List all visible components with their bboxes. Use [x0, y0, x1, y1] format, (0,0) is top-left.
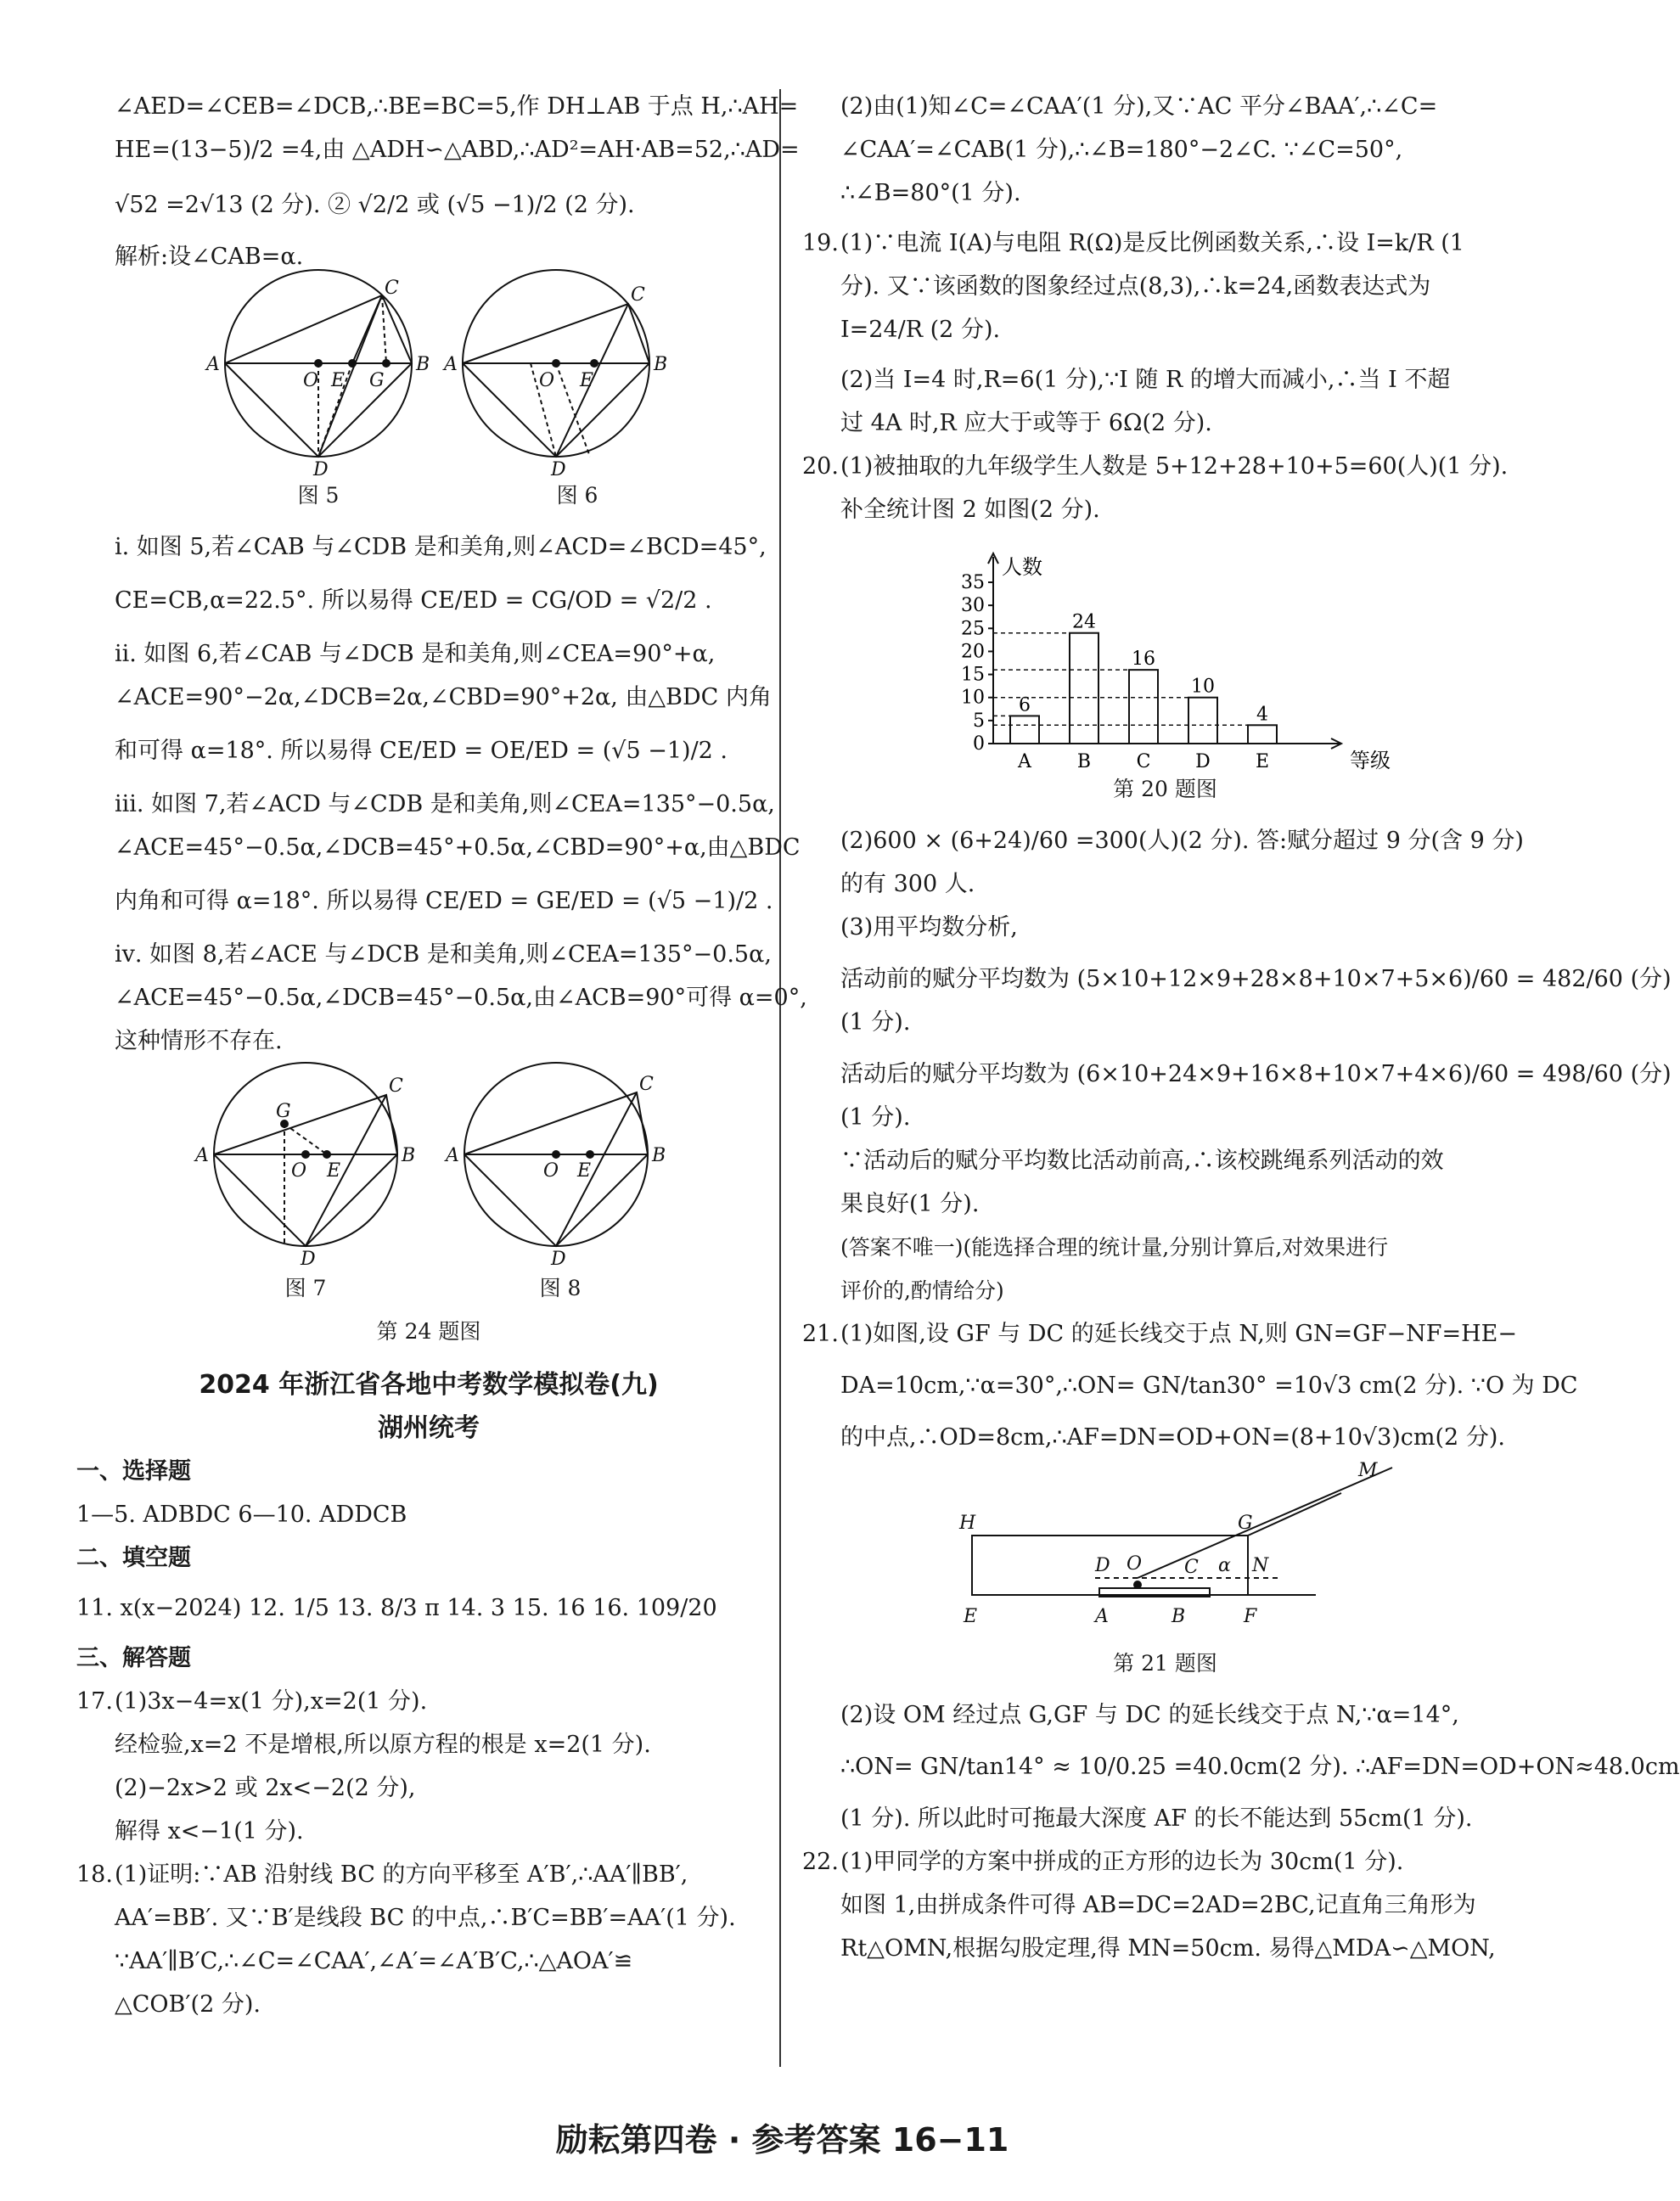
- svg-text:C: C: [1184, 1557, 1199, 1578]
- text-line: I=24/R (2 分).: [840, 317, 1001, 343]
- text-line: (3)用平均数分析,: [840, 914, 1018, 940]
- text-line: (答案不唯一)(能选择合理的统计量,分别计算后,对效果进行: [840, 1235, 1389, 1260]
- left-column: [76, 85, 807, 2026]
- fill-answers: 11. x(x−2024) 12. 1/5 13. 8/3 π 14. 3 15. 16 16. 109/20: [76, 1595, 717, 1621]
- svg-text:A: A: [195, 1145, 209, 1166]
- text-line: 分). 又∵该函数的图象经过点(8,3),∴k=24,函数表达式为: [840, 273, 1431, 300]
- text-line: 活动后的赋分平均数为 (6×10+24×9+16×8+10×7+4×6)/60 = 498/60 (分): [840, 1061, 1672, 1087]
- svg-text:B: B: [402, 1145, 416, 1166]
- exam-subtitle: 湖州统考: [378, 1413, 480, 1443]
- text-line: ∠ACE=90°−2α,∠DCB=2α,∠CBD=90°+2α, 由△BDC 内角: [115, 684, 772, 710]
- text-line: 活动前的赋分平均数为 (5×10+12×9+28×8+10×7+5×6)/60 = 482/60 (分): [840, 966, 1672, 992]
- text-line: 如图 1,由拼成条件可得 AB=DC=2AD=2BC,记直角三角形为: [840, 1892, 1476, 1918]
- figures-7-8: [115, 1063, 743, 1270]
- svg-text:B: B: [416, 354, 430, 375]
- text-line: ⅲ. 如图 7,若∠ACD 与∠CDB 是和美角,则∠CEA=135°−0.5α,: [115, 791, 775, 817]
- text-line: √52 =2√13 (2 分). ② √2/2 或 (√5 −1)/2 (2 分).: [115, 192, 635, 218]
- y-tick-label: 5: [973, 710, 985, 732]
- text-line: ∠ACE=45°−0.5α,∠DCB=45°−0.5α,由∠ACB=90°可得 α=0°,: [115, 985, 807, 1011]
- figure-21-caption: 第 21 题图: [1113, 1651, 1217, 1676]
- text-line: ∵AA′∥B′C,∴∠C=∠CAA′,∠A′=∠A′B′C,∴△AOA′≌: [115, 1948, 633, 1974]
- text-line: 解得 x<−1(1 分).: [115, 1818, 304, 1844]
- svg-text:A: A: [444, 354, 458, 375]
- svg-text:D: D: [313, 459, 329, 480]
- text-line: ∴ON= GN/tan14° ≈ 10/0.25 =40.0cm(2 分). ∴AF=DN=OD+ON≈48.0cm: [840, 1754, 1680, 1780]
- svg-text:O: O: [291, 1160, 307, 1182]
- text-line: ⅳ. 如图 8,若∠ACE 与∠DCB 是和美角,则∠CEA=135°−0.5α,: [115, 941, 772, 968]
- text-line: [76, 1680, 760, 1723]
- svg-text:A: A: [206, 354, 220, 375]
- svg-text:A: A: [446, 1145, 459, 1166]
- category-label: B: [1076, 751, 1092, 772]
- text-line: (2)设 OM 经过点 G,GF 与 DC 的延长线交于点 N,∵α=14°,: [840, 1702, 1459, 1728]
- text-line: (1 分). 所以此时可拖最大深度 AF 的长不能达到 55cm(1 分).: [840, 1805, 1473, 1832]
- q18-line: (1)证明:∵AB 沿射线 BC 的方向平移至 A′B′,∴AA′∥BB′,: [115, 1861, 688, 1888]
- svg-text:C: C: [385, 278, 399, 299]
- text-line: [76, 1853, 760, 1896]
- text-line: (1 分).: [840, 1104, 911, 1131]
- text-line: Rt△OMN,根据勾股定理,得 MN=50cm. 易得△MDA∽△MON,: [840, 1935, 1496, 1962]
- text-line: (2)−2x>2 或 2x<−2(2 分),: [115, 1775, 416, 1801]
- figure-21: [840, 1459, 1490, 1642]
- bar: [1248, 725, 1277, 744]
- text-line: 评价的,酌情给分): [840, 1278, 1004, 1303]
- text-line: CE=CB,α=22.5°. 所以易得 CE/ED = CG/OD = √2/2 .: [115, 587, 712, 614]
- svg-text:B: B: [652, 1145, 666, 1166]
- text-line: (2)当 I=4 时,R=6(1 分),∵I 随 R 的增大而减小,∴当 I 不超: [840, 367, 1451, 393]
- svg-text:C: C: [631, 284, 645, 306]
- y-tick-label: 35: [961, 572, 985, 593]
- figure-5-caption: 图 5: [297, 483, 340, 508]
- svg-text:D: D: [1095, 1555, 1110, 1576]
- q17-line: (1)3x−4=x(1 分),x=2(1 分).: [115, 1688, 428, 1715]
- text-line: 和可得 α=18°. 所以易得 CE/ED = OE/ED = (√5 −1)/2 .: [115, 738, 728, 764]
- svg-text:α: α: [1218, 1555, 1231, 1576]
- text-line: 果良好(1 分).: [840, 1191, 980, 1217]
- svg-text:N: N: [1252, 1555, 1269, 1576]
- y-tick-label: 30: [961, 595, 985, 617]
- q21-line: (1)如图,设 GF 与 DC 的延长线交于点 N,则 GN=GF−NF=HE−: [840, 1321, 1518, 1347]
- text-line: 补全统计图 2 如图(2 分).: [840, 497, 1100, 523]
- svg-text:E: E: [580, 370, 594, 391]
- bar: [1129, 670, 1158, 744]
- exam-title: 2024 年浙江省各地中考数学模拟卷(九): [199, 1370, 659, 1400]
- question-number: 20.: [802, 453, 839, 480]
- svg-text:D: D: [301, 1249, 316, 1270]
- bar: [1010, 716, 1039, 744]
- svg-text:E: E: [331, 370, 346, 391]
- choice-answers: 1—5. ADBDC 6—10. ADDCB: [76, 1502, 407, 1528]
- y-axis-label: 人数: [1002, 555, 1042, 579]
- text-line: 的有 300 人.: [840, 871, 975, 897]
- y-tick-label: 20: [961, 641, 985, 663]
- text-line: ∠CAA′=∠CAB(1 分),∴∠B=180°−2∠C. ∵∠C=50°,: [840, 137, 1403, 163]
- figure-6-caption: 图 6: [556, 483, 598, 508]
- section-heading: 一、选择题: [76, 1458, 191, 1485]
- q19-line: (1)∵电流 I(A)与电阻 R(Ω)是反比例函数关系,∴设 I=k/R (1: [840, 230, 1464, 256]
- svg-text:A: A: [1095, 1606, 1109, 1627]
- right-column: [802, 85, 1680, 1970]
- text-line: DA=10cm,∵α=30°,∴ON= GN/tan30° =10√3 cm(2 分). ∵O 为 DC: [840, 1373, 1578, 1399]
- bar-value-label: 24: [1072, 611, 1096, 633]
- figure-7-caption: 图 7: [284, 1276, 327, 1300]
- figures-5-6: [115, 278, 743, 480]
- svg-text:C: C: [389, 1075, 403, 1097]
- question-number: 21.: [802, 1321, 839, 1347]
- svg-text:O: O: [1127, 1553, 1143, 1575]
- text-line: (2)600 × (6+24)/60 =300(人)(2 分). 答:赋分超过 9 分(含 9 分): [840, 828, 1524, 854]
- analysis-heading: 解析:设∠CAB=α.: [115, 244, 304, 270]
- svg-text:H: H: [959, 1513, 976, 1534]
- column-divider: [779, 89, 781, 2067]
- y-tick-label: 25: [961, 618, 985, 640]
- svg-text:G: G: [369, 370, 385, 391]
- figure-24-caption: 第 24 题图: [376, 1319, 481, 1344]
- bar-value-label: 16: [1132, 649, 1155, 671]
- bar: [1188, 698, 1217, 744]
- text-line: AA′=BB′. 又∵B′是线段 BC 的中点,∴B′C=BB′=AA′(1 分).: [115, 1905, 736, 1931]
- svg-text:E: E: [577, 1160, 592, 1182]
- y-tick-label: 0: [973, 733, 985, 755]
- text-line: 的中点,∴OD=8cm,∴AF=DN=OD+ON=(8+10√3)cm(2 分).: [840, 1424, 1505, 1451]
- category-label: E: [1255, 751, 1270, 772]
- text-line: (2)由(1)知∠C=∠CAA′(1 分),又∵AC 平分∠BAA′,∴∠C=: [840, 93, 1438, 120]
- text-line: ∠AED=∠CEB=∠DCB,∴BE=BC=5,作 DH⊥AB 于点 H,∴AH=: [115, 93, 799, 120]
- section-heading: 二、填空题: [76, 1545, 191, 1571]
- question-number: 22.: [802, 1849, 839, 1875]
- svg-text:O: O: [539, 370, 555, 391]
- text-line: △COB′(2 分).: [115, 1991, 261, 2018]
- page-footer: 励耘第四卷 · 参考答案 16−11: [555, 2121, 1009, 2159]
- svg-text:D: D: [551, 459, 566, 480]
- text-line: ⅰ. 如图 5,若∠CAB 与∠CDB 是和美角,则∠ACD=∠BCD=45°,: [115, 534, 767, 560]
- section-heading: 三、解答题: [76, 1645, 191, 1671]
- svg-text:O: O: [543, 1160, 559, 1182]
- svg-text:O: O: [303, 370, 319, 391]
- category-label: C: [1136, 751, 1151, 772]
- text-line: 这种情形不存在.: [115, 1028, 283, 1054]
- text-line: 经检验,x=2 不是增根,所以原方程的根是 x=2(1 分).: [115, 1732, 651, 1758]
- bar-value-label: 10: [1191, 676, 1215, 698]
- svg-text:C: C: [639, 1074, 654, 1095]
- bar-value-label: 6: [1019, 694, 1031, 716]
- svg-text:D: D: [551, 1249, 566, 1270]
- text-line: ∴∠B=80°(1 分).: [840, 180, 1021, 206]
- category-label: D: [1195, 751, 1211, 772]
- question-number: 17.: [76, 1688, 113, 1715]
- bar: [1070, 633, 1098, 744]
- text-line: (1 分).: [840, 1009, 911, 1036]
- question-number: 19.: [802, 230, 839, 256]
- figure-20-caption: 第 20 题图: [1113, 777, 1217, 801]
- q20-line: (1)被抽取的九年级学生人数是 5+12+28+10+5=60(人)(1 分).: [840, 453, 1509, 480]
- q22-line: (1)甲同学的方案中拼成的正方形的边长为 30cm(1 分).: [840, 1849, 1404, 1875]
- text-line: ∵活动后的赋分平均数比活动前高,∴该校跳绳系列活动的效: [840, 1148, 1444, 1174]
- svg-text:E: E: [327, 1160, 341, 1182]
- svg-text:G: G: [1238, 1513, 1253, 1534]
- text-line: ∠ACE=45°−0.5α,∠DCB=45°+0.5α,∠CBD=90°+α,由△BDC: [115, 834, 801, 861]
- svg-text:B: B: [1172, 1606, 1186, 1627]
- x-axis-label: 等级: [1350, 749, 1391, 772]
- svg-text:E: E: [964, 1606, 978, 1627]
- y-tick-label: 10: [961, 687, 985, 709]
- question-number: 18.: [76, 1861, 113, 1888]
- bar-value-label: 4: [1256, 704, 1268, 726]
- text-line: HE=(13−5)/2 =4,由 △ADH∽△ABD,∴AD²=AH·AB=52,∴AD=: [115, 137, 800, 163]
- svg-text:M: M: [1358, 1460, 1378, 1481]
- text-line: ⅱ. 如图 6,若∠CAB 与∠DCB 是和美角,则∠CEA=90°+α,: [115, 641, 716, 667]
- category-label: A: [1018, 751, 1031, 772]
- svg-text:G: G: [276, 1101, 291, 1122]
- svg-text:B: B: [654, 354, 668, 375]
- y-tick-label: 15: [961, 664, 985, 686]
- svg-text:F: F: [1244, 1606, 1257, 1627]
- bar-chart: [840, 531, 1490, 786]
- text-line: 过 4A 时,R 应大于或等于 6Ω(2 分).: [840, 410, 1212, 436]
- figure-8-caption: 图 8: [539, 1276, 582, 1300]
- text-line: 内角和可得 α=18°. 所以易得 CE/ED = GE/ED = (√5 −1)/2 .: [115, 888, 773, 914]
